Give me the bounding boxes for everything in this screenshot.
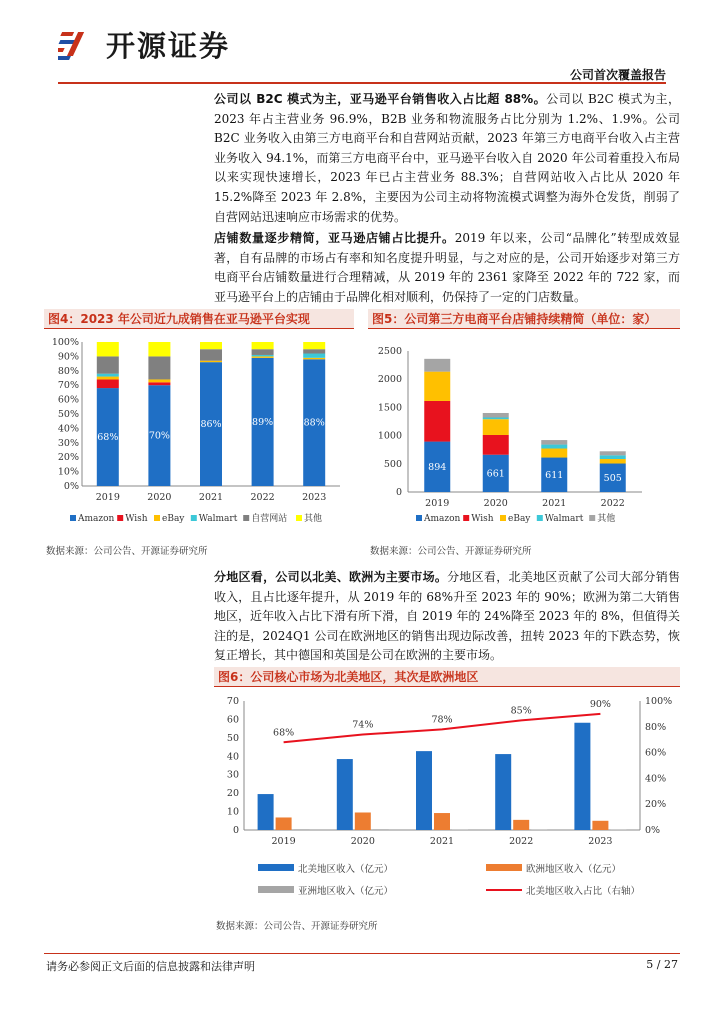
y2-tick-label: 80% [645,721,667,733]
bar-segment [252,342,274,349]
legend-swatch [70,515,76,521]
legend-label: Amazon [424,514,461,524]
bar-segment [252,355,274,356]
bar [531,829,547,830]
y-tick-label: 50% [57,409,79,420]
y2-tick-label: 0% [645,825,661,836]
header-divider [58,82,666,84]
bar-segment [97,377,119,380]
y-tick-label: 30 [226,769,239,781]
legend-label: Wish [471,514,494,524]
legend-label: eBay [508,514,531,524]
legend-label: Walmart [544,514,584,524]
paragraph-b2c [214,90,680,227]
data-label: 505 [603,472,622,484]
x-tick-label: 2020 [350,836,375,847]
paragraph-regions [214,568,680,666]
figure-title: 图6：公司核心市场为北美地区，其次是欧洲地区 [214,667,680,687]
legend-swatch [500,515,506,521]
x-tick-label: 2021 [429,836,455,847]
bar-segment [303,358,325,359]
legend-swatch [258,886,294,893]
data-label: 88% [303,417,325,429]
figure-title: 图5：公司第三方电商平台店铺持续精简（单位：家） [368,309,680,329]
bar-segment [148,382,170,385]
bar [337,759,353,830]
y-tick-label: 100% [51,337,79,348]
paragraph-lead: 店铺数量逐步精简，亚马逊店铺占比提升。 [214,231,455,245]
legend-label: 北美地区收入占比（右轴） [526,886,641,897]
x-tick-label: 2023 [588,836,613,847]
x-tick-label: 2021 [542,498,567,509]
bar-segment [541,449,567,458]
footer-divider [44,953,680,954]
y2-tick-label: 100% [645,696,673,707]
x-tick-label: 2021 [198,492,224,503]
legend-swatch [243,515,249,521]
chart-regional-revenue [214,690,680,912]
y-tick-label: 70 [226,696,239,707]
y-tick-label: 10 [226,806,239,818]
legend-label: 其他 [597,514,616,524]
x-tick-label: 2022 [250,492,275,503]
y-tick-label: 0 [232,825,239,836]
legend-label: Walmart [198,514,238,524]
x-tick-label: 2023 [302,492,327,503]
y-tick-label: 2500 [377,346,402,357]
paragraph-body: 分地区看，北美地区贡献了公司大部分销售收入，且占比逐年提升，从 2019 年的 68%升至 2023 年的 90%；欧洲为第二大销售地区，近年收入占比下滑有所下滑，自 2019 年的 24%降至 2023 年的 8%，但值得关注的是，2024Q1 公司在欧洲地区的销售出现边际改善，扭转 2023 年的下跌态势，恢复正增长，其中德国和英国是公司在欧洲的主要市场。 [214,570,680,663]
legend-swatch [486,864,522,871]
bar-segment [483,419,509,435]
bar-segment [541,440,567,445]
bar-segment [424,372,450,401]
legend-swatch [589,515,595,521]
y-tick-label: 60 [226,714,239,726]
y-tick-label: 0% [63,481,79,492]
legend-swatch [416,515,422,521]
bar-segment [148,379,170,382]
legend-swatch [537,515,543,521]
bar-segment [97,356,119,373]
x-tick-label: 2020 [483,498,508,509]
page-number: 5 / 27 [646,958,678,971]
data-label: 661 [486,468,505,480]
paragraph-body: 2019 年以来，公司“品牌化”转型成效显著，自有品牌的市场占有率和知名度提升明显，与之对应的是，公司开始逐步对第三方电商平台店铺数量进行合理精减，从 2019 年的 2361 家降至 2022 年的 722 家，而亚马逊平台上的店铺由于品牌化相对顺利，仍保持了一定的门店数量。 [214,231,680,304]
y-tick-label: 50 [226,732,239,744]
y-tick-label: 10% [57,466,79,478]
bar [434,813,450,830]
chart-store-count [368,334,680,534]
y-tick-label: 70% [57,380,79,392]
legend-label: 北美地区收入（亿元） [298,864,394,875]
footer-disclaimer: 请务必参阅正文后面的信息披露和法律声明 [46,960,255,973]
paragraph-body: 公司以 B2C 模式为主，2023 年占主营业务 96.9%，B2B 业务和物流服务占比分别为 1.2%、1.9%。公司 B2C 业务收入由第三方电商平台和自营网站贡献，2023 年第三方电商平台收入占主营业务收入 94.1%，而第三方电商平台中，亚马逊平台收入自 2020 年公司着重投入布局以来实现快速增长，2023 年已占主营业务 88.3%；自营网站收入占比从 2020 年 15.2%降至 2023 年 2.8%，主要因为公司主动将物流模式调整为海外仓发货，削弱了自营网站迅速响应市场需求的优势。 [214,92,680,224]
bar [592,821,608,830]
bar-segment [200,361,222,362]
y-tick-label: 30% [57,437,79,449]
x-tick-label: 2019 [425,498,450,509]
bar-segment [200,342,222,349]
bar [258,794,274,830]
bar [513,820,529,830]
x-tick-label: 2020 [147,492,172,503]
data-label: 78% [431,714,453,726]
data-label: 68% [97,432,119,444]
bar [416,751,432,830]
bar [276,817,292,830]
data-label: 68% [273,727,295,739]
y-tick-label: 500 [383,458,402,470]
y2-tick-label: 60% [645,747,667,759]
bar-segment [600,451,626,455]
bar-segment [600,455,626,459]
paragraph-lead: 分地区看，公司以北美、欧洲为主要市场。 [214,570,448,584]
legend-label: Amazon [78,514,115,524]
legend-label: 亚洲地区收入（亿元） [298,886,394,897]
figure-title: 图4：2023 年公司近九成销售在亚马逊平台实现 [44,309,354,329]
brand-mark-icon [58,28,98,64]
x-tick-label: 2019 [271,836,296,847]
data-label: 70% [148,430,170,442]
bar-segment [600,459,626,464]
y-tick-label: 40 [226,751,239,763]
bar-segment [303,354,325,358]
data-label: 86% [200,419,222,431]
legend-swatch [154,515,160,521]
bar-segment [252,349,274,355]
y2-tick-label: 40% [645,773,667,785]
bar-segment [424,401,450,442]
bar-segment [303,349,325,353]
bar-segment [148,342,170,356]
y-tick-label: 0 [395,487,402,498]
chart-amazon-share [44,334,358,534]
data-label: 90% [589,698,611,710]
legend-label: Wish [125,514,148,524]
bar-segment [97,374,119,377]
legend-swatch [117,515,123,521]
bar [495,754,511,830]
x-tick-label: 2019 [95,492,120,503]
legend-swatch [191,515,197,521]
paragraph-lead: 公司以 B2C 模式为主，亚马逊平台销售收入占比超 88%。 [214,92,547,106]
y-tick-label: 60% [57,394,79,406]
bar [610,829,626,830]
report-type: 公司首次覆盖报告 [569,68,666,82]
figure-source: 数据来源：公司公告、开源证券研究所 [370,546,532,557]
legend-label: 欧洲地区收入（亿元） [526,864,622,875]
figure-source: 数据来源：公司公告、开源证券研究所 [216,921,378,932]
y-tick-label: 80% [57,365,79,377]
bar-segment [303,342,325,349]
bar [294,829,310,830]
brand-logo [58,28,268,64]
bar-segment [483,417,509,419]
legend-label: 自营网站 [251,514,288,524]
bar-segment [97,379,119,388]
data-label: 89% [252,416,274,428]
legend-swatch [463,515,469,521]
x-tick-label: 2022 [600,498,625,509]
bar-segment [424,359,450,372]
bar [574,723,590,830]
data-label: 611 [545,469,564,481]
bar [373,829,389,830]
figure-source: 数据来源：公司公告、开源证券研究所 [46,546,208,557]
legend-label: 其他 [304,514,323,524]
y-tick-label: 1500 [377,402,402,414]
bar-segment [97,342,119,356]
y-tick-label: 40% [57,423,79,435]
paragraph-stores [214,229,680,307]
y-tick-label: 90% [57,351,79,363]
y-tick-label: 2000 [377,374,402,386]
legend-swatch [258,864,294,871]
y-tick-label: 1000 [377,430,402,442]
legend-swatch [296,515,302,521]
legend-label: eBay [162,514,185,524]
data-label: 85% [510,705,532,717]
x-tick-label: 2022 [509,836,534,847]
y-tick-label: 20% [57,452,79,464]
bar-segment [483,435,509,455]
bar [452,829,468,830]
data-label: 894 [428,461,447,473]
bar-segment [483,413,509,418]
bar-segment [200,349,222,361]
data-label: 74% [352,719,374,731]
bar-segment [148,356,170,379]
bar-segment [252,356,274,357]
y-tick-label: 20 [226,788,239,800]
y2-tick-label: 20% [645,799,667,811]
bar [355,812,371,830]
bar-segment [541,445,567,449]
brand-name: 开源证券 [106,29,231,63]
